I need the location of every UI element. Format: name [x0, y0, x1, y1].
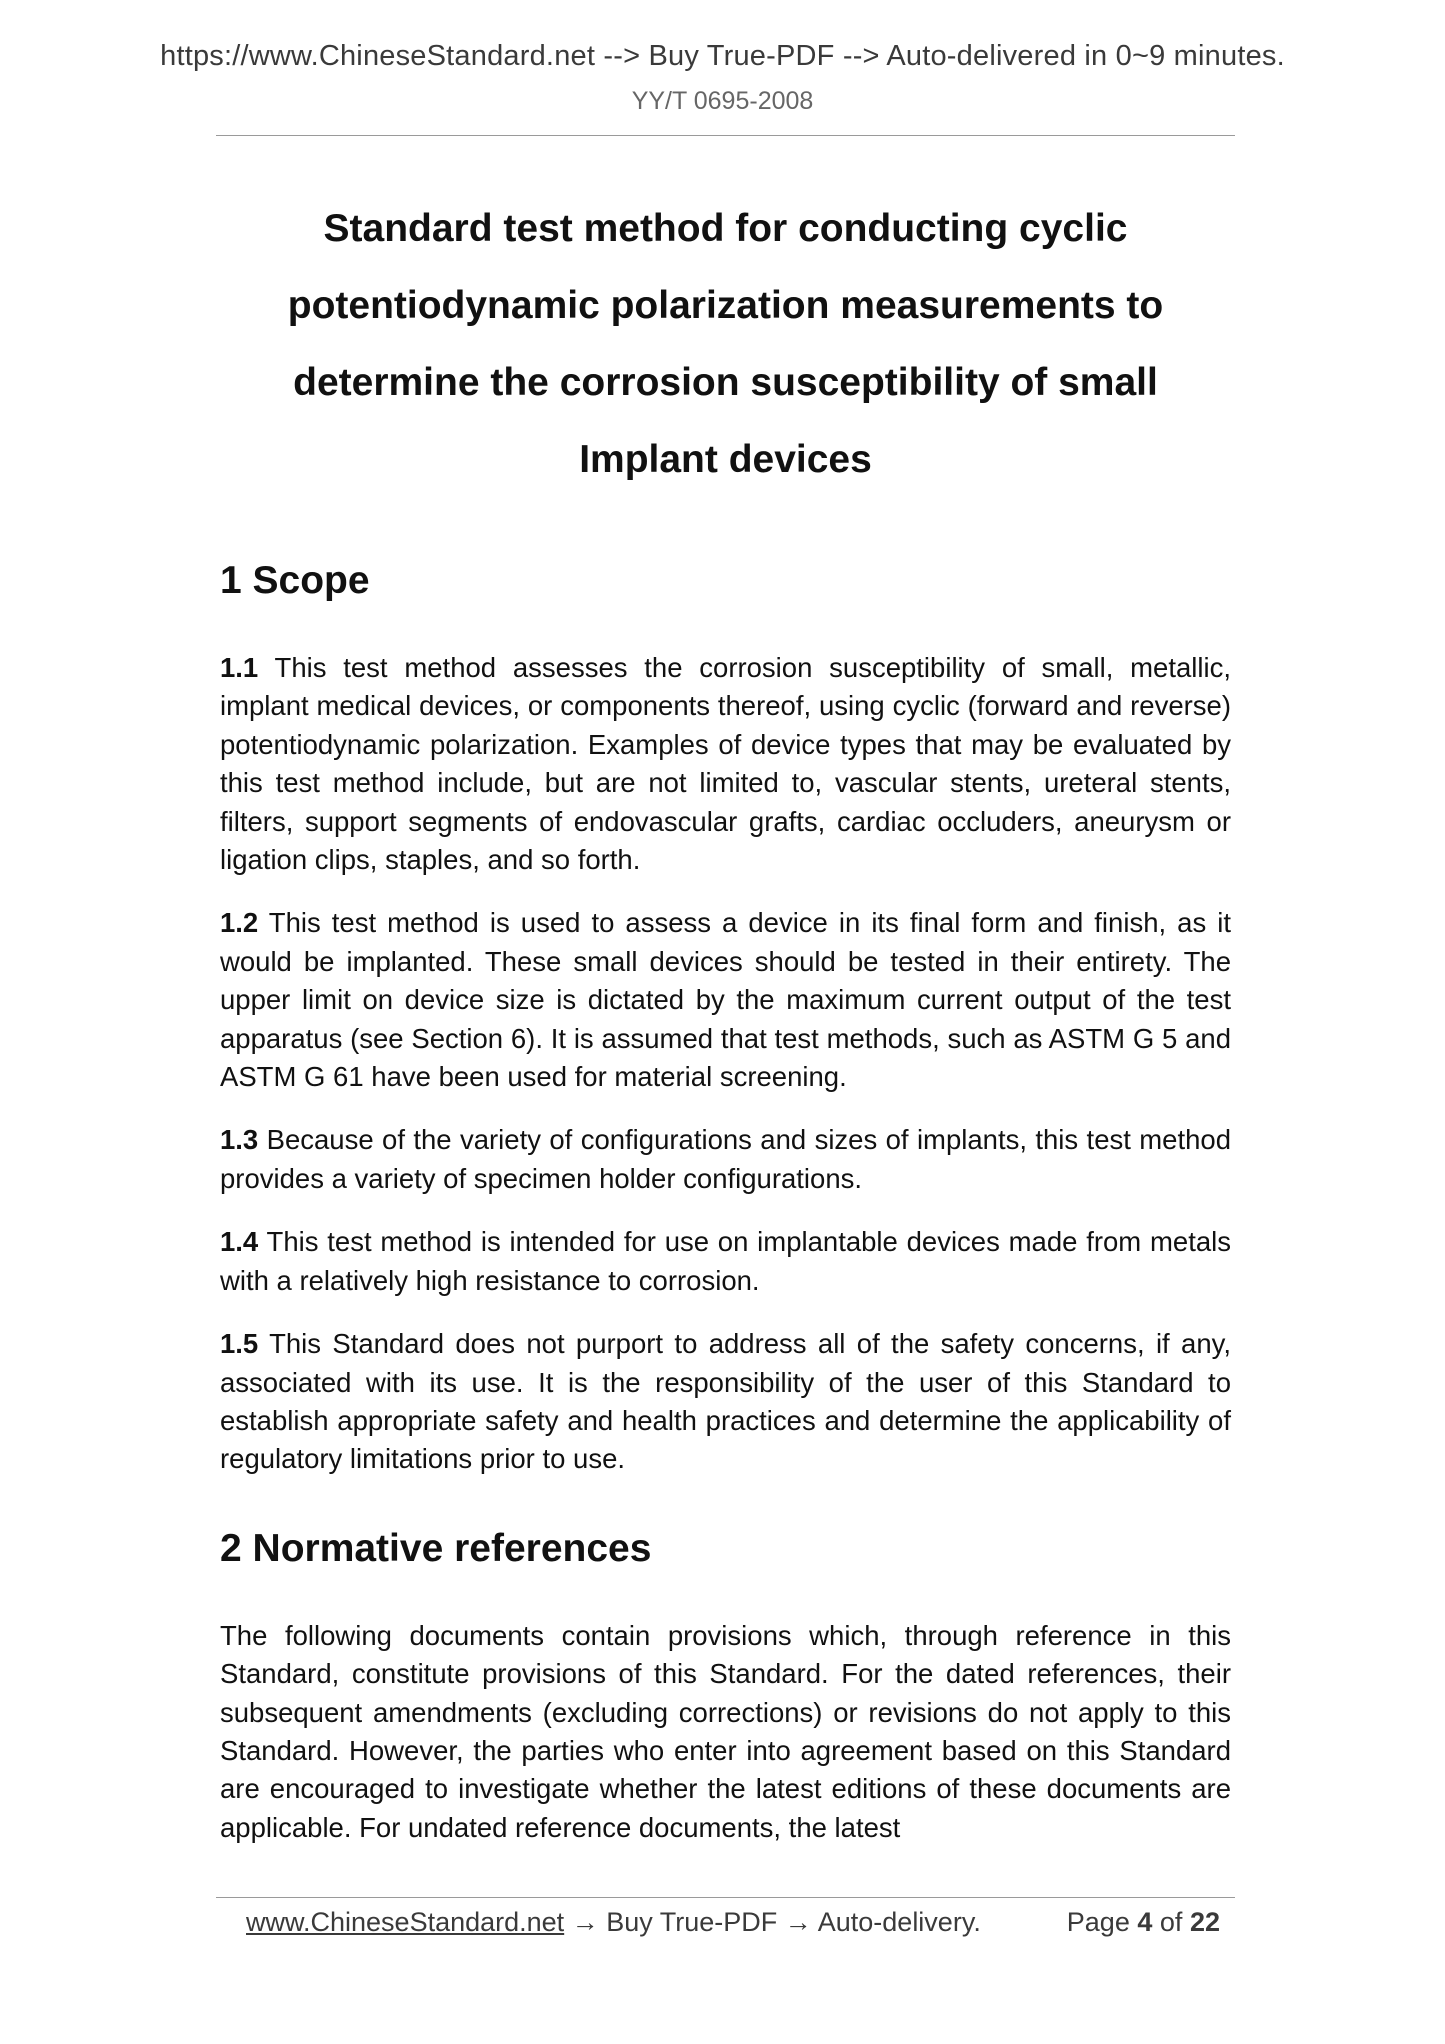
title-line: Standard test method for conducting cyclic — [323, 207, 1128, 250]
document-title — [216, 190, 1235, 498]
page-indicator — [1067, 1904, 1220, 1940]
title-line: Implant devices — [579, 438, 872, 481]
clause-1-4 — [220, 1223, 1231, 1300]
clause-number: 1.4 — [220, 1226, 259, 1258]
header-divider — [216, 135, 1235, 136]
normative-references-paragraph: The following documents contain provisions which, through reference in this Standard, constitute provisions of this Standard. For the dated references, their subsequent amendments (excluding corrections) or revisions do not apply to this Standard. However, the parties who enter into agreement based on this Standard are encouraged to investigate whether the latest editions of these documents are applicable. For undated reference documents, the latest — [220, 1619, 1231, 1843]
clause-1-5 — [220, 1325, 1231, 1479]
section-heading-normative-references: 2 Normative references — [220, 1526, 652, 1570]
clause-number: 1.1 — [220, 652, 259, 683]
clause-text: This test method is used to assess a device in its final form and finish, as it would be implanted. These small devices should be tested in their entirety. The upper limit on device size is dictated by the maximum current output of the test apparatus (see Section 6). It is assumed that test methods, such as ASTM G 5 and ASTM G 61 have been used for material screening. — [220, 907, 1231, 1093]
clause-1-1 — [220, 649, 1231, 879]
document-body — [220, 555, 1231, 1847]
footer-divider — [216, 1897, 1235, 1898]
clause-text: This test method is intended for use on implantable devices made from metals with a relatively high resistance to corrosion. — [220, 1226, 1231, 1296]
page-footer — [246, 1904, 1220, 1940]
clause-text: This test method assesses the corrosion susceptibility of small, metallic, implant medical devices, or components thereof, using cyclic (forward and reverse) potentiodynamic polarization. Examples of device types that may be evaluated by this test method include, but are not limited to, vascular stents, ureteral stents, filters, support segments of endovascular grafts, cardiac occluders, aneurysm or ligation clips, staples, and so forth. — [220, 652, 1231, 876]
source-banner: https://www.ChineseStandard.net --> Buy True-PDF --> Auto-delivered in 0~9 minutes. — [160, 40, 1285, 72]
title-line: potentiodynamic polarization measurements to — [287, 284, 1164, 327]
title-line: determine the corrosion susceptibility of small — [293, 361, 1158, 404]
document-id: YY/T 0695-2008 — [631, 87, 814, 115]
page-label: Page — [1066, 1907, 1130, 1937]
clause-number: 1.3 — [220, 1124, 259, 1156]
footer-tagline: → Buy True-PDF → Auto-delivery. — [564, 1907, 981, 1937]
clause-1-2 — [220, 904, 1231, 1096]
of-label: of — [1159, 1907, 1183, 1937]
clause-text: Because of the variety of configurations and sizes of implants, this test method provides a variety of specimen holder configurations. — [220, 1124, 1231, 1194]
clause-text: This Standard does not purport to address all of the safety concerns, if any, associated with its use. It is the responsibility of the user of this Standard to establish appropriate safety and health practices and determine the applicability of regulatory limitations prior to use. — [220, 1328, 1231, 1475]
page-number: 4 — [1137, 1907, 1153, 1937]
clause-number: 1.5 — [220, 1328, 259, 1360]
footer-source — [246, 1904, 981, 1940]
clause-number: 1.2 — [220, 907, 259, 939]
footer-site-link[interactable]: www.ChineseStandard.net — [246, 1907, 565, 1937]
clause-1-3 — [220, 1121, 1231, 1198]
section-heading-scope: 1 Scope — [220, 559, 370, 602]
total-pages: 22 — [1189, 1907, 1220, 1937]
